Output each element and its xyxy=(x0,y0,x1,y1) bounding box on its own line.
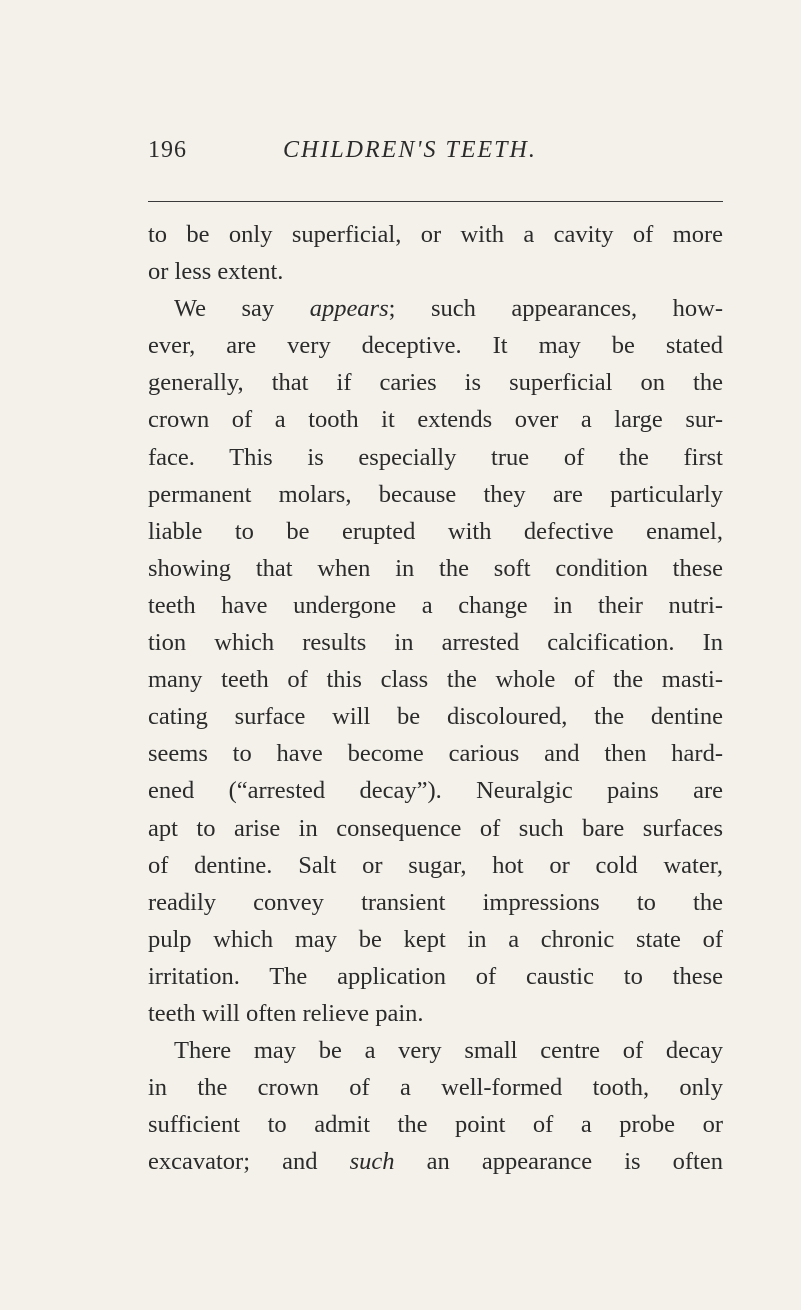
body-text xyxy=(148,216,723,1180)
text-line: to be only superficial, or with a cavity of more xyxy=(148,221,723,248)
text-line: ened (“arrested decay”). Neuralgic pains are xyxy=(148,777,723,805)
text-line: many teeth of this class the whole of the masti- xyxy=(148,666,723,694)
text-line: permanent molars, because they are particularly xyxy=(148,480,723,508)
text-line: or less extent. xyxy=(148,258,284,286)
text-line: teeth have undergone a change in their nutri- xyxy=(148,591,723,619)
text-line: of dentine. Salt or sugar, hot or cold water, xyxy=(148,851,723,879)
text-line: tion which results in arrested calcification. In xyxy=(148,629,723,657)
text-line: There may be a very small centre of decay xyxy=(174,1037,723,1065)
page-number: 196 xyxy=(148,137,187,163)
text-line: excavator; and such an appearance is often xyxy=(148,1148,723,1176)
text-line: crown of a tooth it extends over a large sur- xyxy=(148,406,723,434)
text-line: We say appears; such appearances, how- xyxy=(174,295,723,323)
text-line: face. This is especially true of the first xyxy=(148,443,723,471)
text-line: readily convey transient impressions to the xyxy=(148,888,723,916)
text-line: in the crown of a well-formed tooth, only xyxy=(148,1074,723,1102)
text-line: ever, are very deceptive. It may be stated xyxy=(148,332,723,360)
text-line: generally, that if caries is superficial on the xyxy=(148,369,723,397)
italic-word: such xyxy=(349,1148,395,1176)
header-rule xyxy=(148,201,723,202)
text-line: pulp which may be kept in a chronic state of xyxy=(148,925,723,953)
italic-word: appears xyxy=(309,295,389,323)
running-head xyxy=(148,133,723,167)
text-line: apt to arise in consequence of such bare surfaces xyxy=(148,814,723,842)
text-line: liable to be erupted with defective enamel, xyxy=(148,517,723,545)
text-line: showing that when in the soft condition these xyxy=(148,554,723,582)
text-line: seems to have become carious and then hard- xyxy=(148,740,723,768)
text-line: cating surface will be discoloured, the dentine xyxy=(148,703,723,731)
text-line: sufficient to admit the point of a probe or xyxy=(148,1111,723,1139)
running-title: CHILDREN'S TEETH. xyxy=(283,137,537,163)
text-line: teeth will often relieve pain. xyxy=(148,999,424,1027)
text-line: irritation. The application of caustic to these xyxy=(148,962,723,990)
